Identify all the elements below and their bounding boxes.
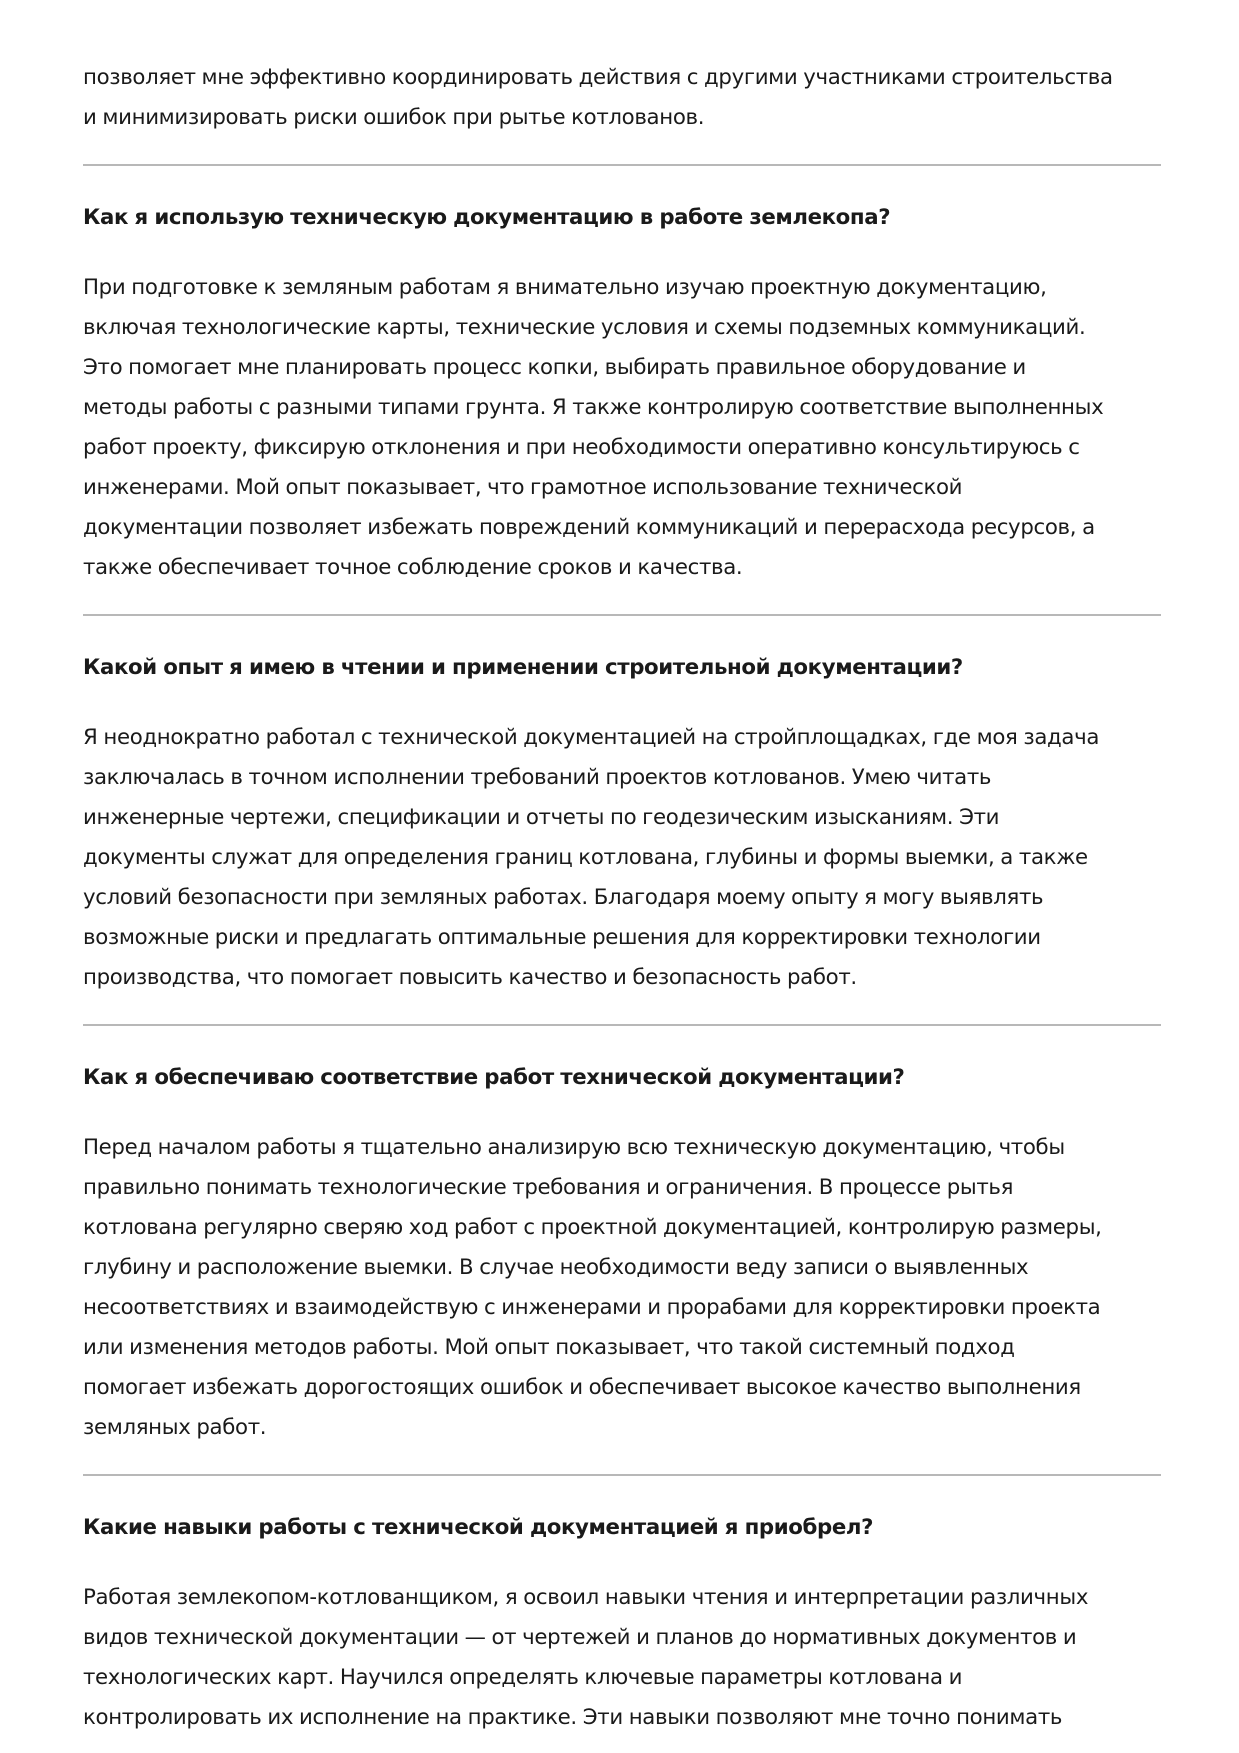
answer-paragraph: При подготовке к земляным работам я внимательно изучаю проектную документацию, включая технологические карты, технические условия и схемы подземных коммуникаций. Это помогает мне планировать процесс копки, выбирать правильное оборудование и методы работы с разными типами грунта. Я также контролирую соответствие выполненных работ проекту, фиксирую отклонения и при необходимости оперативно консультируюсь с инженерами. Мой опыт показывает, что грамотное использование технической документации позволяет избежать повреждений коммуникаций и перерасхода ресурсов, а также обеспечивает точное соблюдение сроков и качества. [83, 275, 1104, 580]
faq-section-compliance [83, 1024, 1161, 1448]
question-heading: Какой опыт я имею в чтении и применении строительной документации? [83, 655, 963, 680]
question-heading: Как я использую техническую документацию в работе землекопа? [83, 205, 891, 230]
faq-section-reading-experience [83, 614, 1161, 998]
faq-section-documentation-use [83, 164, 1161, 588]
question-heading: Как я обеспечиваю соответствие работ технической документации? [83, 1065, 905, 1090]
question-heading: Какие навыки работы с технической документацией я приобрел? [83, 1515, 874, 1540]
intro-paragraph: позволяет мне эффективно координировать действия с другими участниками строительства и минимизировать риски ошибок при рытье котлованов. [83, 65, 1113, 130]
answer-paragraph: Я неоднократно работал с технической документацией на стройплощадках, где моя задача заключалась в точном исполнении требований проектов котлованов. Умею читать инженерные чертежи, спецификации и отчеты по геодезическим изысканиям. Эти документы служат для определения границ котлована, глубины и формы выемки, а также условий безопасности при земляных работах. Благодаря моему опыту я могу выявлять возможные риски и предлагать оптимальные решения для корректировки технологии производства, что помогает повысить качество и безопасность работ. [83, 725, 1100, 990]
answer-paragraph: Работая землекопом-котлованщиком, я освоил навыки чтения и интерпретации различных видов технической документации — от чертежей и планов до нормативных документов и технологических карт. Научился определять ключевые параметры котлована и контролировать их исполнение на практике. Эти навыки позволяют мне точно понимать [83, 1585, 1089, 1730]
answer-paragraph: Перед началом работы я тщательно анализирую всю техническую документацию, чтобы правильно понимать технологические требования и ограничения. В процессе рытья котлована регулярно сверяю ход работ с проектной документацией, контролирую размеры, глубину и расположение выемки. В случае необходимости веду записи о выявленных несоответствиях и взаимодействую с инженерами и прорабами для корректировки проекта или изменения методов работы. Мой опыт показывает, что такой системный подход помогает избежать дорогостоящих ошибок и обеспечивает высокое качество выполнения земляных работ. [83, 1135, 1102, 1440]
faq-section-skills [83, 1474, 1161, 1738]
document-page [83, 58, 1161, 1738]
